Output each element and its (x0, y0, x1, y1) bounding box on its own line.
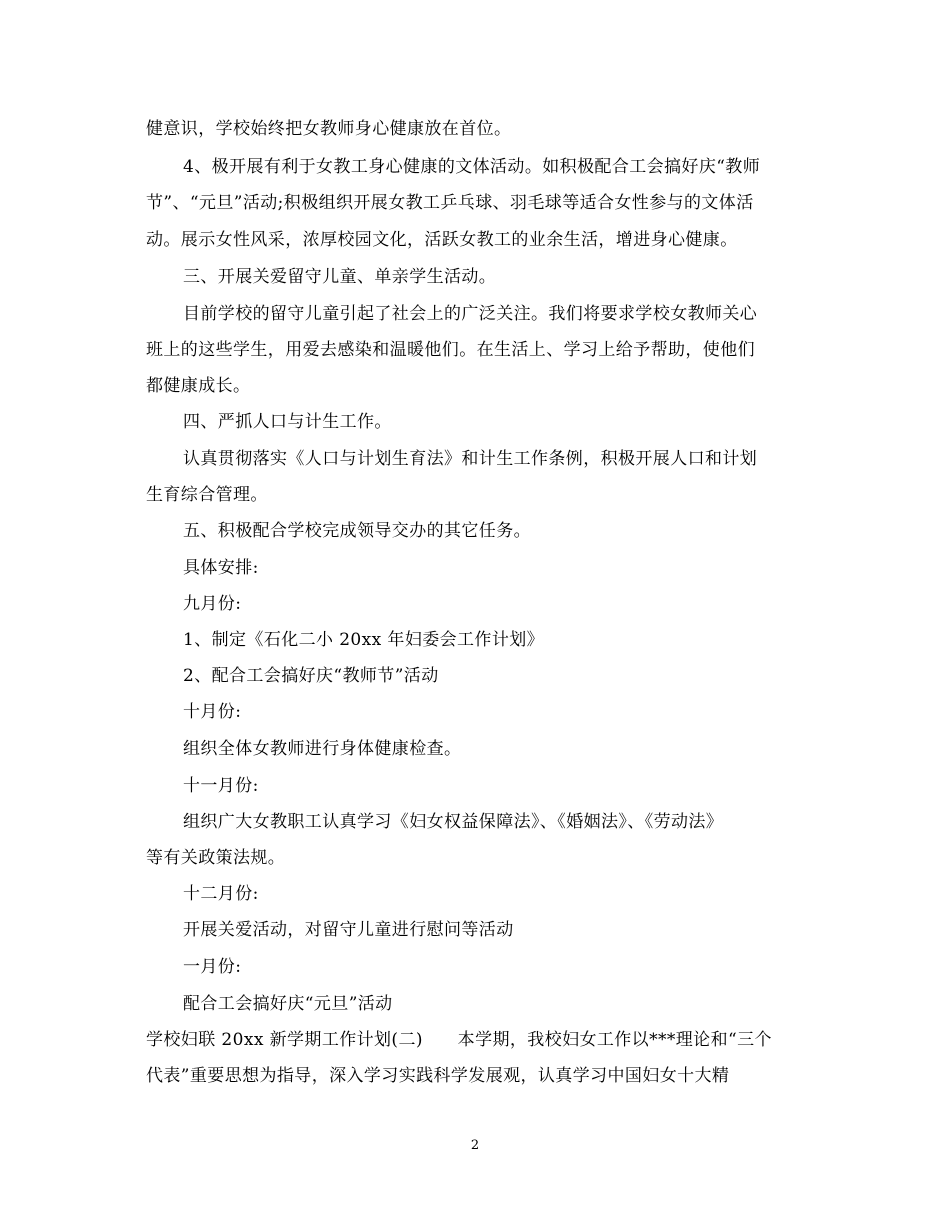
text-line: 组织广大女教职工认真学习《妇女权益保障法》、《婚姻法》、《劳动法》 (183, 812, 724, 832)
section-heading: 四、严抓人口与计生工作。 (183, 412, 392, 432)
text-line: 健意识，学校始终把女教师身心健康放在首位。 (146, 119, 512, 139)
text-line: 节”、“元旦”活动;积极组织开展女教工乒乓球、羽毛球等适合女性参与的文体活 (146, 193, 754, 213)
text-line: 开展关爱活动，对留守儿童进行慰问等活动 (183, 920, 514, 940)
text-line: 组织全体女教师进行身体健康检查。 (183, 739, 462, 759)
text-line: 班上的这些学生，用爱去感染和温暖他们。在生活上、学习上给予帮助，使他们 (146, 340, 755, 360)
list-item: 2、配合工会搞好庆“教师节”活动 (183, 666, 439, 686)
text-line: 动。展示女性风采，浓厚校园文化，活跃女教工的业余生活，增进身心健康。 (146, 230, 738, 250)
month-heading: 十月份: (183, 702, 242, 722)
text-line: 配合工会搞好庆“元旦”活动 (183, 994, 393, 1014)
month-heading: 十二月份: (183, 884, 259, 904)
month-heading: 一月份: (183, 957, 242, 977)
month-heading: 九月份: (183, 594, 242, 614)
text-line: 目前学校的留守儿童引起了社会上的广泛关注。我们将要求学校女教师关心 (183, 304, 758, 324)
text-line: 等有关政策法规。 (146, 848, 286, 868)
section-heading: 五、积极配合学校完成领导交办的其它任务。 (183, 521, 531, 541)
month-heading: 十一月份: (183, 776, 259, 796)
text-line: 学校妇联 20xx 新学期工作计划(二) 本学期，我校妇女工作以***理论和“三个 (146, 1030, 772, 1050)
section-heading: 三、开展关爱留守儿童、单亲学生活动。 (183, 267, 497, 287)
text-line: 认真贯彻落实《人口与计划生育法》和计生工作条例，积极开展人口和计划 (183, 449, 758, 469)
schedule-heading: 具体安排: (183, 558, 259, 578)
page-number: 2 (470, 1138, 480, 1153)
text-line: 生育综合管理。 (146, 485, 268, 505)
list-item: 1、制定《石化二小 20xx 年妇委会工作计划》 (183, 630, 545, 650)
text-line: 代表”重要思想为指导，深入学习实践科学发展观，认真学习中国妇女十大精 (146, 1066, 730, 1086)
text-line: 4、极开展有利于女教工身心健康的文体活动。如积极配合工会搞好庆“教师 (183, 157, 761, 177)
text-line: 都健康成长。 (146, 376, 251, 396)
